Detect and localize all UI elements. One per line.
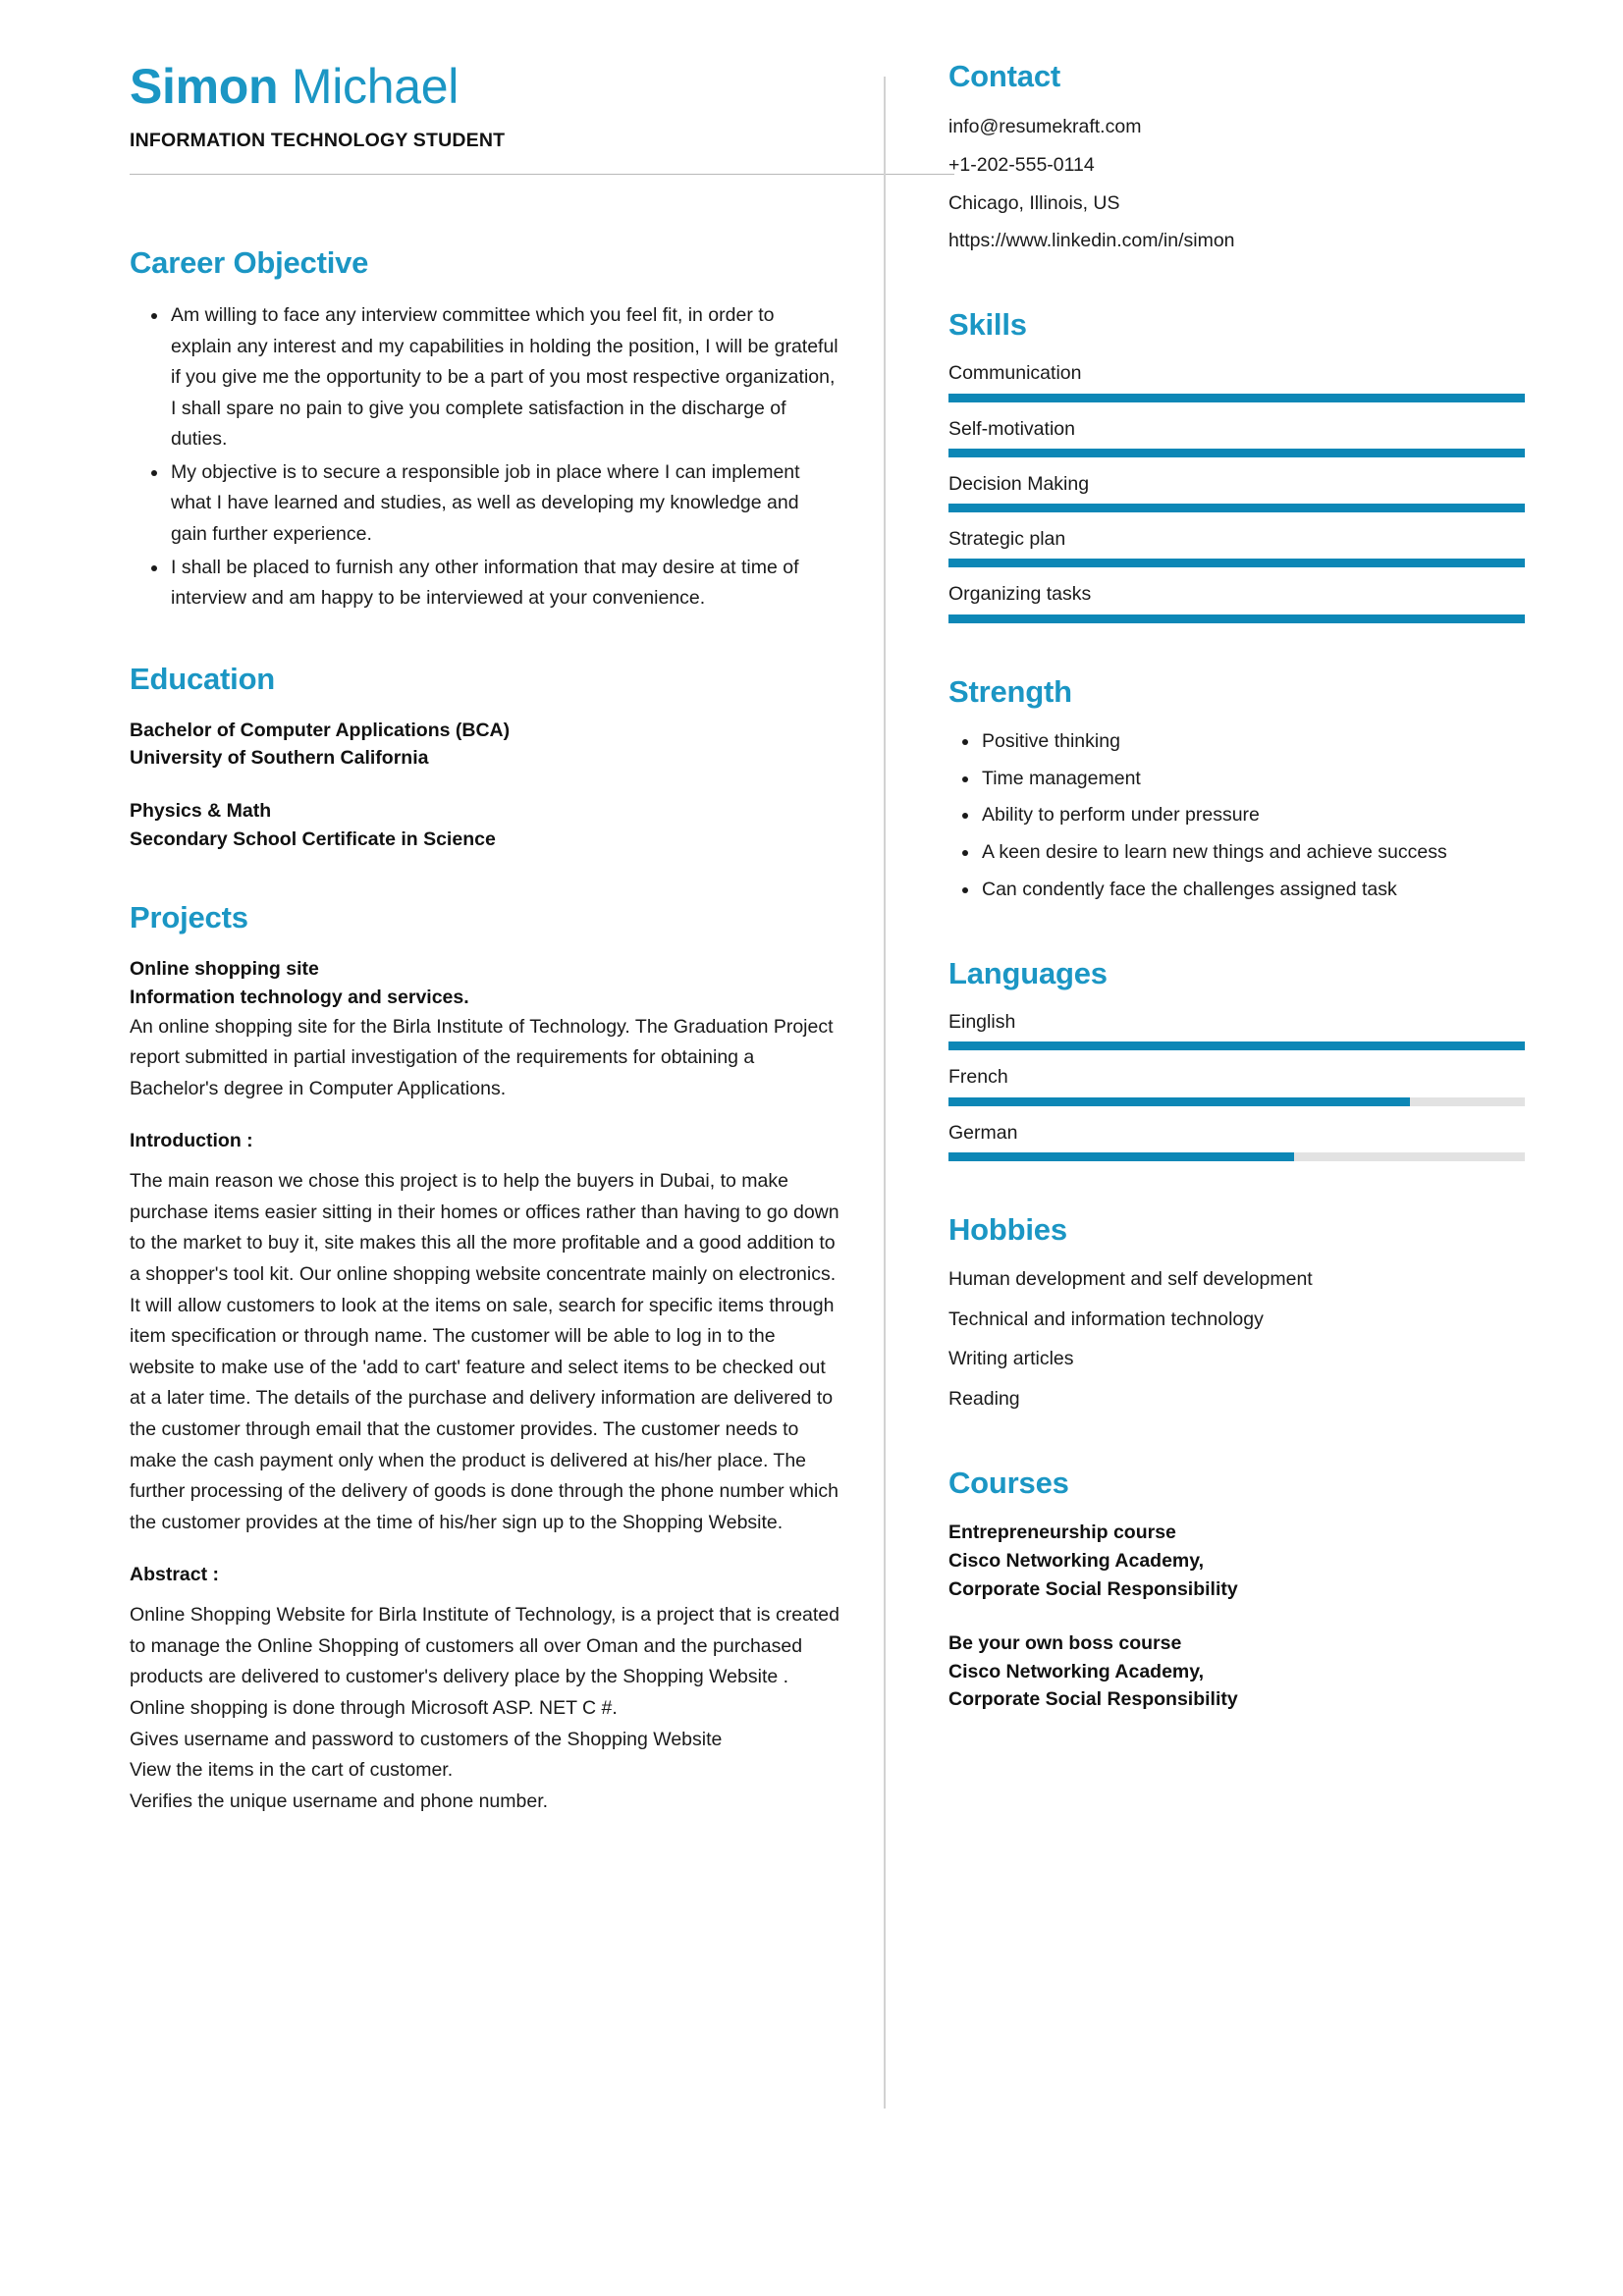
education-degree: Bachelor of Computer Applications (BCA)	[130, 719, 511, 741]
course-org: Cisco Networking Academy,	[948, 1660, 1205, 1682]
strength-list	[948, 727, 1525, 905]
skill-bar-fill	[948, 394, 1525, 402]
hobby-item: Technical and information technology	[948, 1308, 1264, 1330]
abstract-line: Gives username and password to customers of the Shopping Website	[130, 1728, 723, 1750]
contact-linkedin[interactable]: https://www.linkedin.com/in/simon	[948, 230, 1235, 252]
abstract-label: Abstract :	[130, 1564, 220, 1586]
list-item: Time management	[948, 765, 1525, 794]
skills-heading: Skills	[948, 307, 1027, 343]
projects-heading: Projects	[130, 899, 248, 934]
skill-row	[948, 581, 1525, 622]
list-item: Positive thinking	[948, 727, 1525, 757]
section-skills	[948, 307, 1525, 623]
course-org: Cisco Networking Academy,	[948, 1550, 1205, 1572]
introduction-text: The main reason we chose this project is to help the buyers in Dubai, to make purchase items easier sitting in their homes or offices rather than having to go down to the market to buy it, site makes this all the more profitable and a good addition to a shopper's tool kit. Our online shopping website concentrate mainly on electronics. It will allow customers to look at the items on sale, search for specific items through item specification or through name. The customer will be able to log in to the website to make use of the 'add to cart' feature and select items to be checked out at a later time. The details of the purchase and delivery information are delivered to the customer through email that the customer provides. The customer needs to make the cash payment only when the product is delivered at his/her place. The further processing of the delivery of goods is done through the phone number which the customer provides at the time of his/her sign up to the Shopping Website.	[130, 1170, 839, 1533]
introduction-label: Introduction :	[130, 1130, 253, 1152]
list-item: A keen desire to learn new things and achieve success	[948, 838, 1525, 868]
education-school: University of Southern California	[130, 747, 429, 770]
candidate-first-name: Simon	[130, 59, 279, 114]
skill-bar-fill	[948, 614, 1525, 623]
skill-bar-fill	[948, 559, 1525, 567]
skill-bar-track	[948, 394, 1525, 402]
course-name: Be your own boss course	[948, 1631, 1182, 1654]
section-hobbies	[948, 1212, 1525, 1415]
strength-heading: Strength	[948, 673, 1072, 709]
hobby-item: Reading	[948, 1388, 1020, 1411]
language-label: French	[948, 1066, 1008, 1089]
education-entry	[130, 797, 839, 853]
contact-email[interactable]: info@resumekraft.com	[948, 116, 1142, 137]
list-item: I shall be placed to furnish any other information that may desire at time of interview and am happy to be interviewed at your convenience.	[130, 553, 839, 614]
skill-bar-track	[948, 504, 1525, 512]
candidate-name	[130, 59, 839, 114]
project-field: Information technology and services.	[130, 986, 469, 1008]
education-school: Secondary School Certificate in Science	[130, 828, 496, 850]
skill-label: Self-motivation	[948, 417, 1075, 440]
skill-bar-track	[948, 614, 1525, 623]
contact-location: Chicago, Illinois, US	[948, 191, 1120, 214]
education-degree: Physics & Math	[130, 800, 272, 823]
hobby-item: Human development and self development	[948, 1267, 1313, 1290]
skill-bar-track	[948, 559, 1525, 567]
list-item: Can condently face the challenges assigned task	[948, 876, 1525, 905]
contact-heading: Contact	[948, 59, 1060, 93]
candidate-last-name: Michael	[291, 59, 460, 114]
course-detail: Corporate Social Responsibility	[948, 1688, 1238, 1711]
header-divider	[130, 174, 954, 175]
skill-row	[948, 526, 1525, 567]
contact-phone[interactable]: +1-202-555-0114	[948, 153, 1095, 176]
career-objective-heading: Career Objective	[130, 245, 369, 280]
right-column	[886, 59, 1623, 2296]
left-column	[0, 59, 884, 2296]
language-bar-track	[948, 1041, 1525, 1050]
language-label: Einglish	[948, 1010, 1016, 1033]
abstract-line: View the items in the cart of customer.	[130, 1759, 454, 1782]
skill-bar-fill	[948, 449, 1525, 457]
section-strength	[948, 674, 1525, 905]
section-career-objective	[130, 245, 839, 614]
course-entry	[948, 1519, 1525, 1604]
course-detail: Corporate Social Responsibility	[948, 1577, 1238, 1600]
abstract-line: Verifies the unique username and phone number.	[130, 1789, 549, 1812]
project-summary: An online shopping site for the Birla Institute of Technology. The Graduation Project report submitted in partial investigation of the requirements for obtaining a Bachelor's degree in Computer Applications.	[130, 1015, 834, 1099]
skill-label: Strategic plan	[948, 528, 1066, 551]
skill-bar-track	[948, 449, 1525, 457]
courses-heading: Courses	[948, 1466, 1069, 1501]
section-education	[130, 662, 839, 853]
list-item: Am willing to face any interview committee which you feel fit, in order to explain any interest and my capabilities in holding the position, I will be grateful if you give me the opportunity to be a part of you most respective organization, I shall spare no pain to give you complete satisfaction in the discharge of duties.	[130, 300, 839, 455]
section-languages	[948, 956, 1525, 1161]
section-courses	[948, 1466, 1525, 1714]
course-entry	[948, 1629, 1525, 1715]
language-label: German	[948, 1121, 1018, 1144]
language-row	[948, 1120, 1525, 1161]
course-name: Entrepreneurship course	[948, 1522, 1176, 1544]
list-item: Ability to perform under pressure	[948, 801, 1525, 830]
section-projects	[130, 900, 839, 1817]
skill-bar-fill	[948, 504, 1525, 512]
career-objective-list	[130, 300, 839, 614]
language-bar-fill	[948, 1152, 1294, 1161]
project-name: Online shopping site	[130, 957, 319, 980]
language-row	[948, 1064, 1525, 1105]
education-heading: Education	[130, 661, 276, 696]
hobby-item: Writing articles	[948, 1348, 1074, 1370]
skill-label: Organizing tasks	[948, 583, 1092, 606]
language-bar-track	[948, 1152, 1525, 1161]
abstract-text: Online Shopping Website for Birla Institute of Technology, is a project that is created to manage the Online Shopping of customers all over Oman and the purchased products are delivered to customer's delivery place by the Shopping Website .	[130, 1604, 839, 1688]
skill-label: Communication	[948, 362, 1082, 385]
language-bar-fill	[948, 1097, 1410, 1106]
language-bar-fill	[948, 1041, 1525, 1050]
list-item: My objective is to secure a responsible job in place where I can implement what I have learned and studies, as well as developing my knowledge and gain further experience.	[130, 457, 839, 551]
abstract-line: Online shopping is done through Microsoft ASP. NET C #.	[130, 1696, 618, 1719]
languages-heading: Languages	[948, 955, 1108, 990]
education-entry	[130, 717, 839, 773]
skill-row	[948, 360, 1525, 401]
skill-label: Decision Making	[948, 472, 1090, 495]
hobbies-heading: Hobbies	[948, 1211, 1067, 1247]
job-title: INFORMATION TECHNOLOGY STUDENT	[130, 130, 506, 151]
language-bar-track	[948, 1097, 1525, 1106]
section-contact	[948, 59, 1525, 256]
skill-row	[948, 416, 1525, 457]
language-row	[948, 1009, 1525, 1050]
skill-row	[948, 471, 1525, 512]
